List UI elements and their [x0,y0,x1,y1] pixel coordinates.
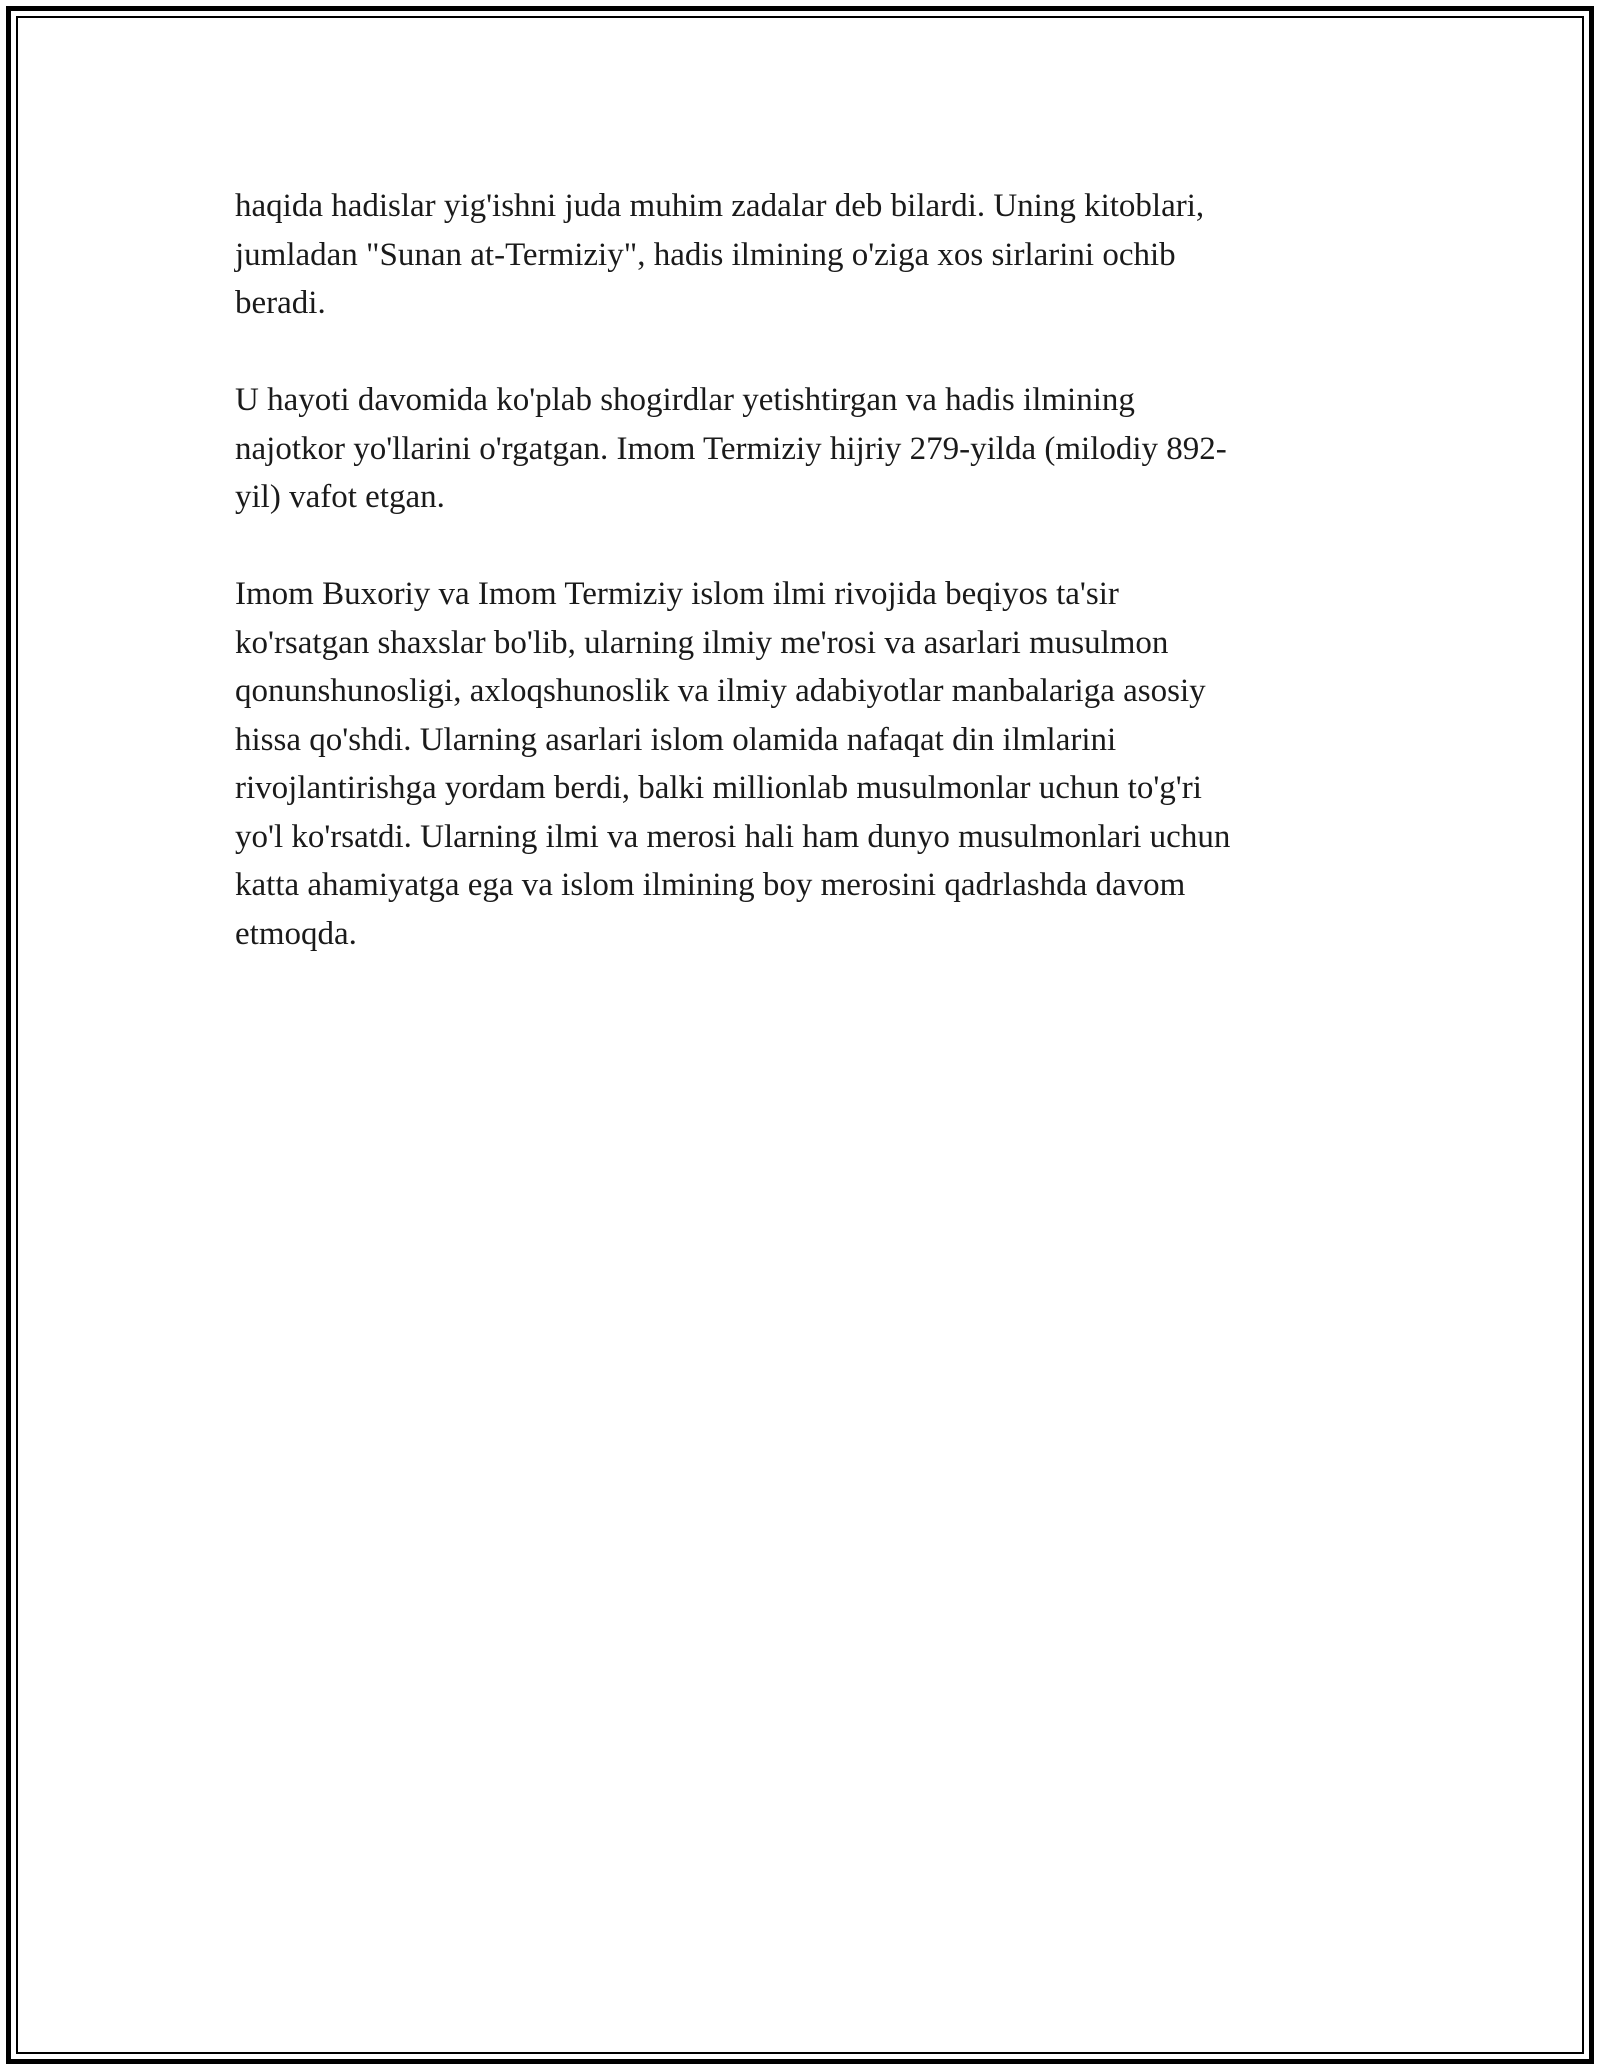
text-line: yil) vafot etgan. [235,479,445,515]
text-line: etmoqda. [235,915,357,952]
text-line: Imom Buxoriy va Imom Termiziy islom ilmi rivojida beqiyos ta'sir [235,576,1119,612]
paragraph-1 [235,182,1365,328]
text-line: katta ahamiyatga ega va islom ilmining boy merosini qadrlashda davom [235,867,1186,903]
text-line: yo'l ko'rsatdi. Ularning ilmi va merosi hali ham dunyo musulmonlari uchun [235,818,1231,855]
text-line: beradi. [235,285,326,321]
paragraph-3 [235,570,1365,958]
text-line: jumladan "Sunan at-Termiziy", hadis ilmining o'ziga xos sirlarini ochib [235,236,1176,273]
text-line: qonunshunosligi, axloqshunoslik va ilmiy adabiyotlar manbalariga asosiy [235,673,1206,709]
text-line: ko'rsatgan shaxslar bo'lib, ularning ilmiy me'rosi va asarlari musulmon [235,624,1169,661]
paragraph-2 [235,376,1365,522]
text-line: rivojlantirishga yordam berdi, balki millionlab musulmonlar uchun to'g'ri [235,770,1202,806]
text-line: hissa qo'shdi. Ularning asarlari islom olamida nafaqat din ilmlarini [235,721,1117,758]
text-line: U hayoti davomida ko'plab shogirdlar yetishtirgan va hadis ilmining [235,382,1135,418]
text-line: haqida hadislar yig'ishni juda muhim zadalar deb bilardi. Uning kitoblari, [235,188,1205,224]
document-body [235,182,1365,1007]
text-line: najotkor yo'llarini o'rgatgan. Imom Termiziy hijriy 279-yilda (milodiy 892- [235,430,1227,467]
